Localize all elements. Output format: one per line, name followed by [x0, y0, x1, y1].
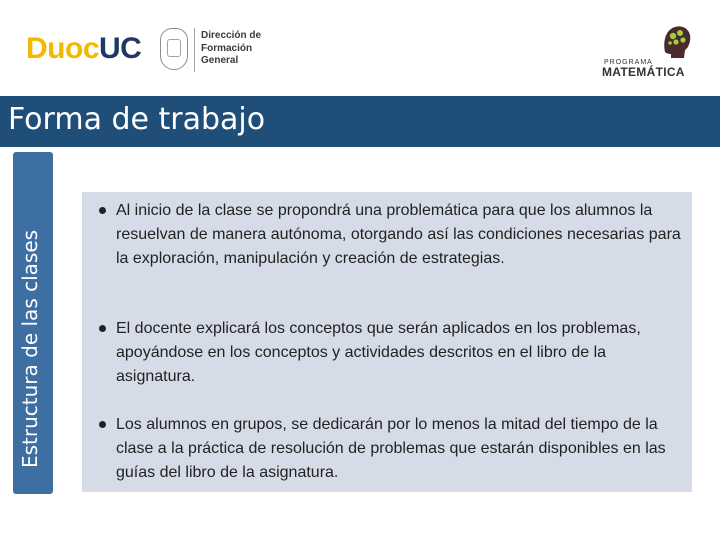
- bullet-text-2: El docente explicará los conceptos que serán aplicados en los problemas, apoyándose en los conceptos y actividades descritos en el libro de la asignatura.: [116, 320, 641, 385]
- programa-matematica-logo: [602, 59, 698, 79]
- bullet-dot-icon: [99, 421, 106, 428]
- logo-duoc-text: Duoc: [26, 32, 99, 65]
- logo-uc-text: UC: [99, 32, 142, 65]
- program-big-label: MATEMÁTICA: [602, 65, 685, 79]
- direccion-formacion-general: [201, 30, 261, 68]
- bullet-text-1: Al inicio de la clase se propondrá una problemática para que los alumnos la resuelvan de manera autónoma, otorgando así las condiciones necesarias para la exploración, manipulación y creación de estrategias.: [116, 202, 681, 267]
- content-box: [82, 192, 692, 492]
- program-small-label: PROGRAMA: [604, 59, 653, 66]
- duoc-uc-logo: [26, 32, 141, 66]
- brain-head-icon: [659, 22, 695, 62]
- bullet-item-3: [82, 413, 682, 485]
- direccion-line-2: Formación: [201, 42, 253, 54]
- bullet-dot-icon: [99, 207, 106, 214]
- bullet-dot-icon: [99, 325, 106, 332]
- slide-title: Forma de trabajo: [8, 102, 266, 137]
- slide-header: [0, 0, 720, 96]
- bullet-text-3: Los alumnos en grupos, se dedicarán por lo menos la mitad del tiempo de la clase a la práctica de resolución de problemas que estarán disponibles en las guías del libro de la asignatura.: [116, 416, 666, 481]
- bullet-item-1: [82, 199, 682, 271]
- logo-divider: [194, 28, 195, 72]
- side-label: Estructura de las clases: [18, 229, 42, 468]
- bullet-item-2: [82, 317, 682, 389]
- university-seal-icon: [160, 28, 188, 70]
- direccion-line-1: Dirección de: [201, 30, 262, 41]
- direccion-line-3: General: [201, 55, 239, 66]
